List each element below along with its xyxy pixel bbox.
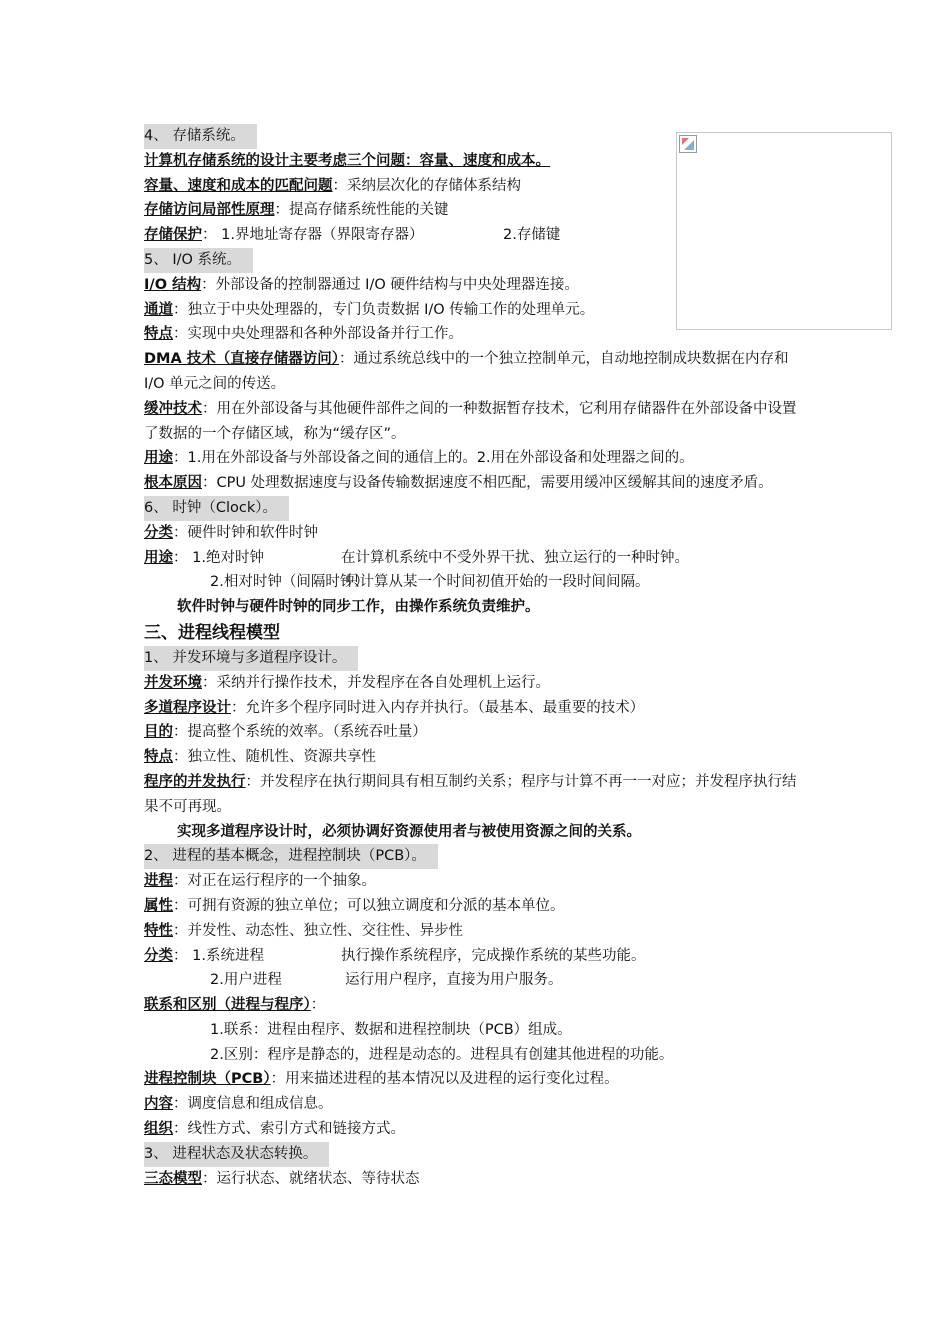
section-heading: 5、 I/O 系统。 xyxy=(144,248,253,273)
term: 组织 xyxy=(144,1121,173,1138)
bold-statement: 计算机存储系统的设计主要考虑三个问题：容量、速度和成本。 xyxy=(144,152,550,169)
bold-statement: 实现多道程序设计时，必须协调好资源使用者与被使用资源之间的关系。 xyxy=(177,823,641,840)
definition: 2.相对时钟（间隔时钟） xyxy=(210,574,369,591)
term: 程序的并发执行 xyxy=(144,773,246,790)
term: 根本原因 xyxy=(144,475,202,492)
term: 用途 xyxy=(144,450,173,467)
definition: ：提高整个系统的效率。（系统吞吐量） xyxy=(173,724,427,741)
definition: 2.存储键 xyxy=(503,227,561,244)
definition: ：通过系统总线中的一个独立控制单元，自动地控制成块数据在内存和 I/O 单元之间的传送。 xyxy=(144,351,789,392)
definition: 1.联系：进程由程序、数据和进程控制块（PCB）组成。 xyxy=(210,1021,572,1038)
definition: ：独立于中央处理器的，专门负责数据 I/O 传输工作的处理单元。 xyxy=(173,301,595,318)
definition: ：独立性、随机性、资源共享性 xyxy=(173,749,376,766)
definition: ：CPU 处理数据速度与设备传输数据速度不相匹配，需要用缓冲区缓解其间的速度矛盾。 xyxy=(202,475,773,492)
section-heading: 6、 时钟（Clock）。 xyxy=(144,496,289,521)
term: 存储访问局部性原理 xyxy=(144,202,275,219)
definition: ：调度信息和组成信息。 xyxy=(173,1096,333,1113)
definition: ：实现中央处理器和各种外部设备并行工作。 xyxy=(173,326,463,343)
definition: ：允许多个程序同时进入内存并执行。（最基本、最重要的技术） xyxy=(231,699,645,716)
document-body xyxy=(144,124,810,1191)
definition: ： 1.界地址寄存器（界限寄存器） xyxy=(202,227,424,244)
definition: ：对正在运行程序的一个抽象。 xyxy=(173,873,376,890)
term: 进程 xyxy=(144,873,173,890)
definition: ：并发程序在执行期间具有相互制约关系；程序与计算不再一一对应；并发程序执行结果不可再现。 xyxy=(144,773,797,815)
term: 内容 xyxy=(144,1096,173,1113)
term: 特性 xyxy=(144,922,173,939)
definition: ：提高存储系统性能的关键 xyxy=(274,202,449,219)
definition: ：线性方式、索引方式和链接方式。 xyxy=(173,1121,405,1138)
definition: 2.区别：程序是静态的，进程是动态的。进程具有创建其他进程的功能。 xyxy=(210,1046,674,1063)
term: 并发环境 xyxy=(144,674,202,691)
section-heading: 4、 存储系统。 xyxy=(144,124,257,149)
section-heading: 1、 并发环境与多道程序设计。 xyxy=(144,646,358,671)
definition: 运行用户程序，直接为用户服务。 xyxy=(345,972,563,989)
definition: ：运行状态、就绪状态、等待状态 xyxy=(202,1170,420,1187)
section-heading: 2、 进程的基本概念，进程控制块（PCB）。 xyxy=(144,844,438,869)
term: 多道程序设计 xyxy=(144,699,231,716)
definition: 执行操作系统程序，完成操作系统的某些功能。 xyxy=(341,947,646,964)
definition: 只计算从某一个时间初值开始的一段时间间隔。 xyxy=(345,574,650,591)
definition: ：可拥有资源的独立单位；可以独立调度和分派的基本单位。 xyxy=(173,897,565,914)
chapter-heading: 三、进程线程模型 xyxy=(144,622,280,643)
term: 缓冲技术 xyxy=(144,400,202,417)
definition: ：1.用在外部设备与外部设备之间的通信上的。2.用在外部设备和处理器之间的。 xyxy=(173,450,694,467)
term: 特点 xyxy=(144,326,173,343)
definition: ：用在外部设备与其他硬件部件之间的一种数据暂存技术，它利用存储器件在外部设备中设置了数据的一个存储区域，称为“缓存区”。 xyxy=(144,400,797,442)
definition: 在计算机系统中不受外界干扰、独立运行的一种时钟。 xyxy=(341,549,689,566)
term: 联系和区别（进程与程序） xyxy=(144,997,311,1014)
term: 特点 xyxy=(144,749,173,766)
definition: 2.用户进程 xyxy=(210,972,282,989)
definition: ：采纳层次化的存储体系结构 xyxy=(332,177,521,194)
term: I/O 结构 xyxy=(144,276,202,293)
definition: ： 1.系统进程 xyxy=(173,947,264,964)
definition: ：硬件时钟和软件时钟 xyxy=(173,524,318,541)
term: 三态模型 xyxy=(144,1170,202,1187)
term: 目的 xyxy=(144,724,173,741)
definition: ：外部设备的控制器通过 I/O 硬件结构与中央处理器连接。 xyxy=(201,276,579,293)
definition: ：采纳并行操作技术，并发程序在各自处理机上运行。 xyxy=(202,674,550,691)
definition: ： 1.绝对时钟 xyxy=(173,549,264,566)
bold-statement: 软件时钟与硬件时钟的同步工作，由操作系统负责维护。 xyxy=(177,599,540,616)
term: 用途 xyxy=(144,549,173,566)
definition: ：并发性、动态性、独立性、交往性、异步性 xyxy=(173,922,463,939)
term: 存储保护 xyxy=(144,227,202,244)
term: 分类 xyxy=(144,524,173,541)
definition: ： xyxy=(310,997,326,1014)
section-heading: 3、 进程状态及状态转换。 xyxy=(144,1142,329,1167)
term: 分类 xyxy=(144,947,173,964)
term: 容量、速度和成本的匹配问题 xyxy=(144,177,333,194)
term: DMA 技术（直接存储器访问） xyxy=(144,351,339,368)
term: 通道 xyxy=(144,301,173,318)
term: 属性 xyxy=(144,897,173,914)
term: 进程控制块（PCB） xyxy=(144,1071,271,1088)
definition: ：用来描述进程的基本情况以及进程的运行变化过程。 xyxy=(270,1071,619,1088)
